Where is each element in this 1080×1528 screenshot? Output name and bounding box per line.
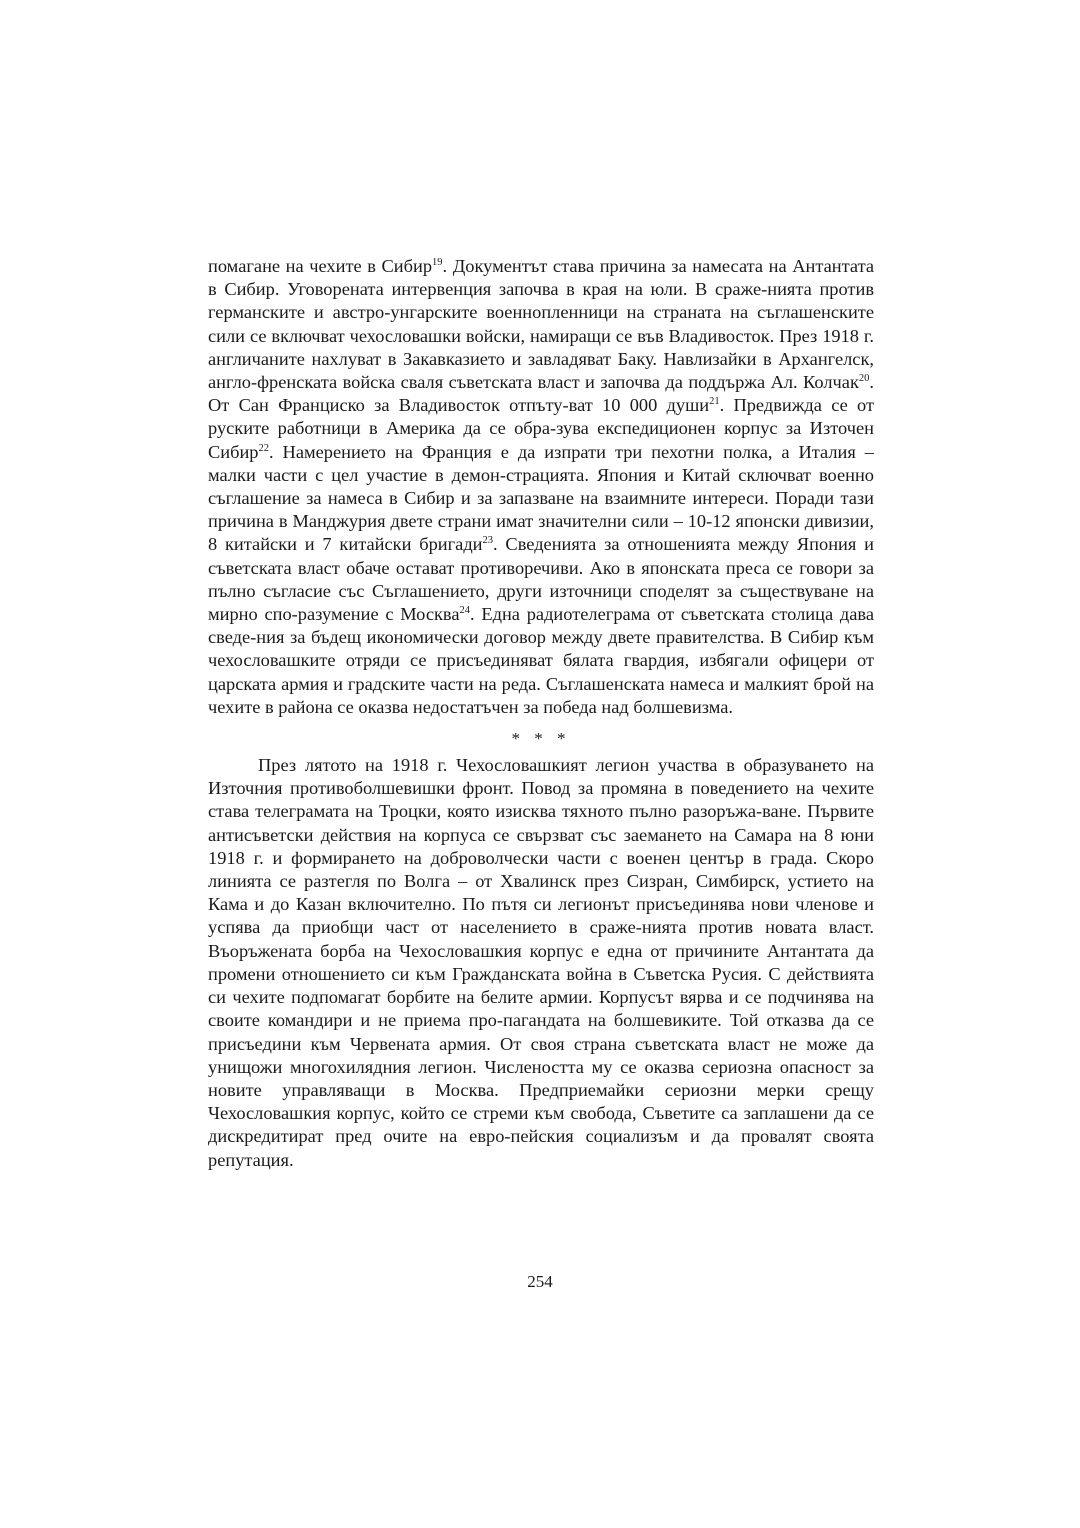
footnote-ref-24[interactable]: 24	[459, 605, 471, 617]
paragraph-1-segment: . Сведенията за отношенията между Япония и съветската власт обаче остават противоречиви. Ако в японската преса се говори за пълно съгласие със Съглашението, други източници споделят за съществуване на мирно спо-разумение с Москва	[208, 534, 874, 625]
footnote-ref-19[interactable]: 19	[432, 257, 443, 268]
section-separator: * * *	[511, 729, 571, 749]
page-number: 254	[527, 1272, 553, 1291]
paragraph-2: През лятото на 1918 г. Чехословашкият легион участва в образуването на Източния противоболшевишки фронт. Повод за промяна в поведението на чехите става телеграмата на Троцки, която изисква тяхното пълно разоръжа-ване. Първите антисъветски действия на корпуса се свързват със заемането на Самара на 8 юни 1918 г. и формирането на доброволчески части с военен център в града. Скоро линията се разтегля по Волга – от Хвалинск през Сизран, Симбирск, устието на Кама и до Казан включително. По пътя си легионът присъединява нови членове и успява да приобщи част от населението в сраже-нията против новата власт. Въоръжената борба на Чехословашкия корпус е една от причините Антантата да промени отношението си към Гражданската война в Съветска Русия. С действията си чехите подпомагат борбите на белите армии. Корпусът вярва и се подчинява на своите командири и не приема про-пагандата на болшевиките. Той отказва да се присъедини към Червената армия. От своя страна съветската власт не може да унищожи многохилядния легион. Числеността му се оказва сериозна опасност за новите управляващи в Москва. Предприемайки сериозни мерки срещу Чехословашкия корпус, който се стреми към свобода, Съветите са заплашени да се дискредитират пред очите на евро-пейския социализъм и да провалят своята репутация.	[208, 755, 874, 1170]
paragraph-1-segment: . Документът става причина за намесата на Антантата в Сибир. Уговорената интервенция започва в края на юли. В сраже-нията против германските и австро-унгарските военнопленници на страната на съглашенските сили се включват чехословашки войски, намиращи се във Владивосток. През 1918 г. англичаните нахлуват в Закавказието и завладяват Баку. Навлизайки в Архангелск, англо-френската войска сваля съветската власт и започва да поддържа Ал. Колчак	[208, 256, 875, 393]
body-text	[208, 255, 874, 1172]
paragraph-1	[208, 255, 874, 719]
footnote-ref-22[interactable]: 22	[258, 442, 270, 454]
paragraph-1-segment: . Намерението на Франция е да изпрати три пехотни полка, а Италия – малки части с цел участие в демон-страцията. Япония и Китай сключват военно съглашение за намеса в Сибир и за запазване на взаимните интереси. Поради тази причина в Манджурия двете страни имат значителни сили – 10-12 японски дивизии, 8 китайски и 7 китайски бригади	[208, 441, 874, 555]
footnote-ref-23[interactable]: 23	[482, 535, 494, 547]
paragraph-1-segment: . Една радиотелеграма от съветската столица дава сведе-ния за бъдещ икономически договор между двете правителства. В Сибир към чехословашките отряди се присъединяват бялата гвардия, избягали офицери от царската армия и градските части на реда. Съглашенската намеса и малкият брой на чехите в района се оказва недостатъчен за победа над болшевизма.	[208, 604, 874, 717]
footnote-ref-20[interactable]: 20	[858, 373, 870, 385]
paragraph-1-segment: . Предвижда се от руските работници в Америка да се обра-зува експедиционен корпус за Източен Сибир	[208, 395, 875, 462]
footnote-ref-21[interactable]: 21	[709, 396, 720, 408]
paragraph-1-segment: помагане на чехите в Сибир	[208, 256, 433, 276]
paragraph-1-segment: . От Сан Франциско за Владивосток отпъту-ват 10 000 души	[208, 372, 874, 416]
